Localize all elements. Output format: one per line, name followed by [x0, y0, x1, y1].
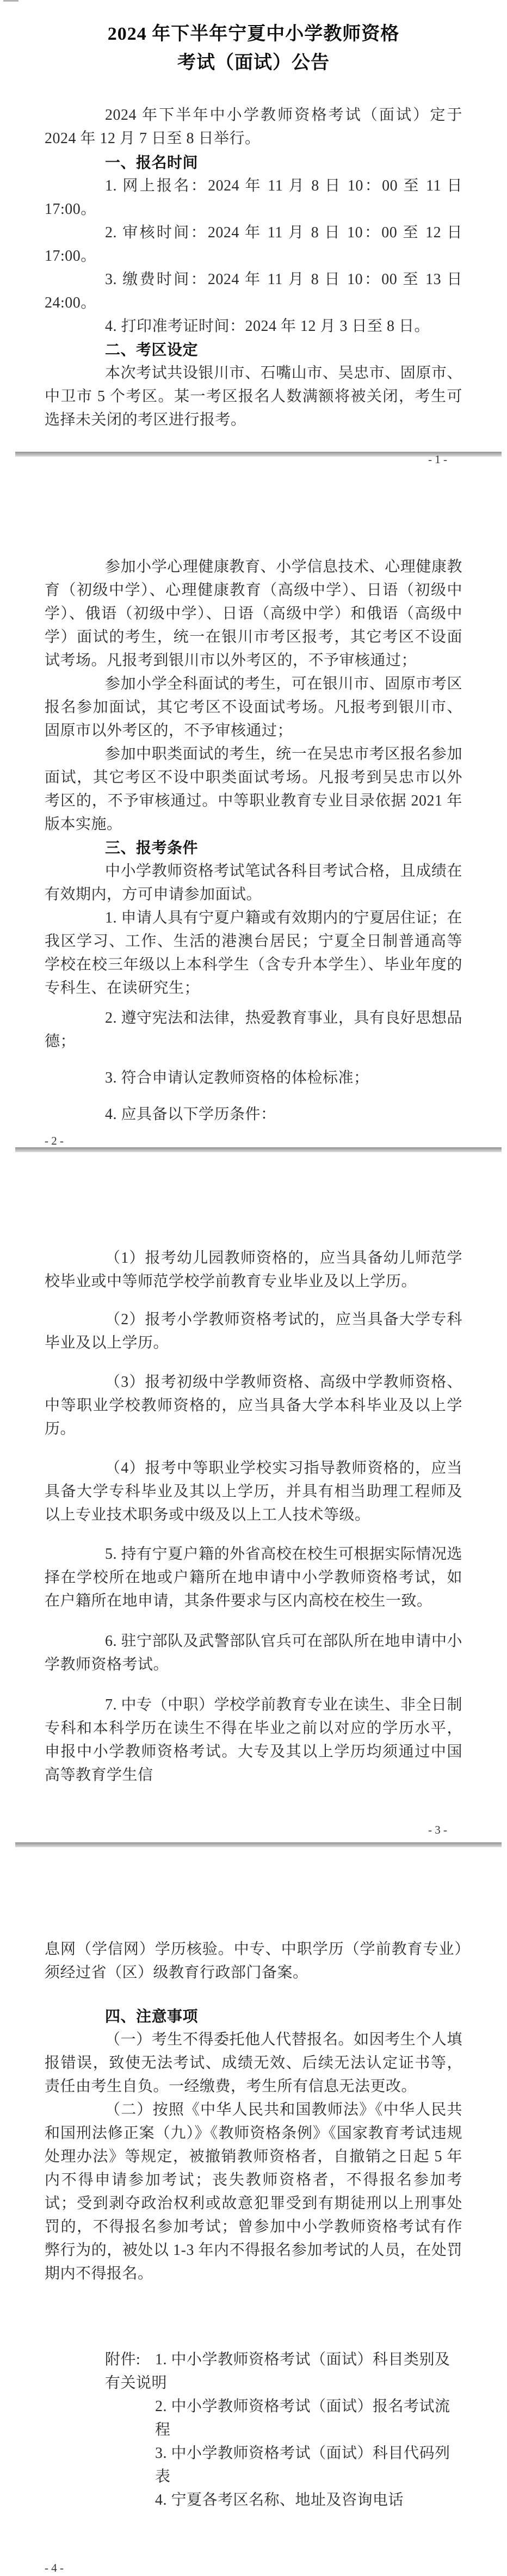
attachment-item-4: 4. 宁夏各考区名称、地址及咨询电话 — [155, 2492, 404, 2509]
page-3 — [0, 1152, 507, 1842]
primary-allsubject-paragraph: 参加小学全科面试的考生，可在银川市、固原市考区报名参加面试，其它考区不设面试考场。凡报考到银川市、固原市以外考区的，不予审核通过； — [45, 675, 462, 739]
page-number-3: - 3 - — [428, 1823, 447, 1836]
condition-item-6: 6. 驻宁部队及武警部队官兵可在部队所在地申请中小学教师资格考试。 — [45, 1633, 462, 1673]
page-break-shadow — [15, 1147, 502, 1152]
condition-item-3: 3. 符合申请认定教师资格的体检标准； — [105, 1069, 369, 1086]
page-2 — [0, 457, 507, 1147]
vocational-area-paragraph: 参加中职类面试的考生，统一在吴忠市考区报名参加面试，其它考区不设中职类面试考场。凡报考到吴忠市以外考区的，不予审核通过。中等职业教育专业目录依据 2021 年版本实施。 — [45, 746, 462, 833]
registration-time-item-1: 1. 网上报名：2024 年 11 月 8 日 10：00 至 11 日 17:00。 — [45, 177, 462, 218]
eligibility-intro-paragraph: 中小学教师资格考试笔试各科目考试合格，且成绩在有效期内，方可申请参加面试。 — [45, 863, 462, 903]
condition-item-2: 2. 遵守宪法和法律，热爱教育事业，具有良好思想品德； — [45, 1010, 462, 1050]
condition-item-4: 4. 应具备以下学历条件： — [105, 1106, 276, 1123]
document-title-line-2: 考试（面试）公告 — [177, 53, 330, 73]
degree-item-2: （2）报考小学教师资格考试的，应当具备大学专科毕业及以上学历。 — [45, 1311, 462, 1351]
page-break-shadow — [15, 1842, 502, 1847]
condition-item-5: 5. 持有宁夏户籍的外省高校在校生可根据实际情况选择在学校所在地或户籍所在地申请中小学教师资格考试，如在户籍所在地申请，其条件要求与区内高校在校生一致。 — [45, 1546, 462, 1609]
page-number-2: - 2 - — [45, 1134, 64, 1147]
notice-item-2: （二）按照《中华人民共和国教师法》《中华人民共和国刑法修正案（九）》《教师资格条例》《国家教育考试违规处理办法》等规定，被撤销教师资格者，自撤销之日起 5 年内不得申请参加考试；丧失教师资格者，不得报名参加考试；受到剥夺政治权利或故意犯罪受到有期徒刑以上刑事处罚的，不得报名参加考试；曾参加中小学教师资格考试有作弊行为的，被处以 1-3 年内不得报名参加考试的人员，在处罚期内不得报名。 — [45, 2101, 462, 2282]
section-heading-1: 一、报名时间 — [105, 154, 199, 171]
attachment-item-1-text: 1. 中小学教师资格考试（面试）科目类别及有关说明 — [105, 2351, 450, 2391]
attachment-item-2: 2. 中小学教师资格考试（面试）报名考试流程 — [155, 2398, 450, 2438]
document-title-line-1: 2024 年下半年宁夏中小学教师资格 — [107, 24, 400, 44]
page-number-4: - 4 - — [45, 2561, 64, 2574]
degree-item-4: （4）报考中等职业学校实习指导教师资格的，应当具备大学专科毕业及其以上学历，并具有相当助理工程师及以上专业技术职务或中级及以上工人技术等级。 — [45, 1460, 462, 1523]
page-number-1: - 1 - — [428, 453, 447, 466]
notice-item-1: （一）考生不得委托他人代替报名。如因考生个人填报错误，致使无法考试、成绩无效、后续无法认定证书等，责任由考生自负。一经缴费，考生所有信息无法更改。 — [45, 2031, 462, 2095]
document-title — [45, 20, 462, 77]
yinchuan-area-paragraph: 参加小学心理健康教育、小学信息技术、心理健康教育（初级中学）、心理健康教育（高级中学）、日语（初级中学）、俄语（初级中学）、日语（高级中学）和俄语（高级中学）面试的考生，统一在银川市考区报考，其它考区不设面试考场。凡报考到银川市以外考区的，不予审核通过； — [45, 558, 462, 669]
page-1 — [0, 0, 507, 466]
condition-item-7: 7. 中专（中职）学校学前教育专业在读生、非全日制专科和本科学历在读生不得在毕业之前以对应的学历水平，申报中小学教师资格考试。大专及其以上学历均须通过中国高等教育学生信 — [45, 1696, 462, 1784]
degree-item-3: （3）报考初级中学教师资格、高级中学教师资格、中等职业学校教师资格的，应当具备大学本科毕业及以上学历。 — [45, 1374, 462, 1437]
degree-item-1: （1）报考幼儿园教师资格的，应当具备幼儿师范学校毕业或中等师范学校学前教育专业毕业及以上学历。 — [45, 1250, 462, 1290]
page-4 — [0, 1847, 507, 2574]
attachments-label: 附件: — [105, 2351, 141, 2368]
attachment-item-3: 3. 中小学教师资格考试（面试）科目代码列表 — [155, 2445, 450, 2485]
section-heading-2: 二、考区设定 — [105, 341, 199, 358]
registration-time-item-3: 3. 缴费时间：2024 年 11 月 8 日 10：00 至 13 日 24:00。 — [45, 271, 462, 311]
degree-verification-paragraph: 息网（学信网）学历核验。中专、中职学历（学前教育专业）须经过省（区）级教育行政部门备案。 — [45, 1941, 462, 1981]
section-heading-3: 三、报考条件 — [105, 839, 199, 856]
attachments-list — [45, 2348, 462, 2512]
attachment-item-1 — [105, 2348, 462, 2395]
registration-time-item-4: 4. 打印准考证时间：2024 年 12 月 3 日至 8 日。 — [105, 318, 430, 335]
section-heading-4: 四、注意事项 — [105, 2008, 199, 2025]
condition-item-1: 1. 申请人具有宁夏户籍或有效期内的宁夏居住证；在我区学习、工作、生活的港澳台居民；宁夏全日制普通高等学校在校三年级以上本科学生（含专升本学生）、毕业年度的专科生、在读研究生； — [45, 909, 462, 997]
page-shadow-remnant — [3, 0, 18, 2]
intro-paragraph: 2024 年下半年中小学教师资格考试（面试）定于 2024 年 12 月 7 日至 8 日举行。 — [45, 107, 462, 147]
exam-area-paragraph: 本次考试共设银川市、石嘴山市、吴忠市、固原市、中卫市 5 个考区。某一考区报名人数满额将被关闭，考生可选择未关闭的考区进行报考。 — [45, 365, 462, 428]
registration-time-item-2: 2. 审核时间：2024 年 11 月 8 日 10：00 至 12 日 17:00。 — [45, 224, 462, 265]
